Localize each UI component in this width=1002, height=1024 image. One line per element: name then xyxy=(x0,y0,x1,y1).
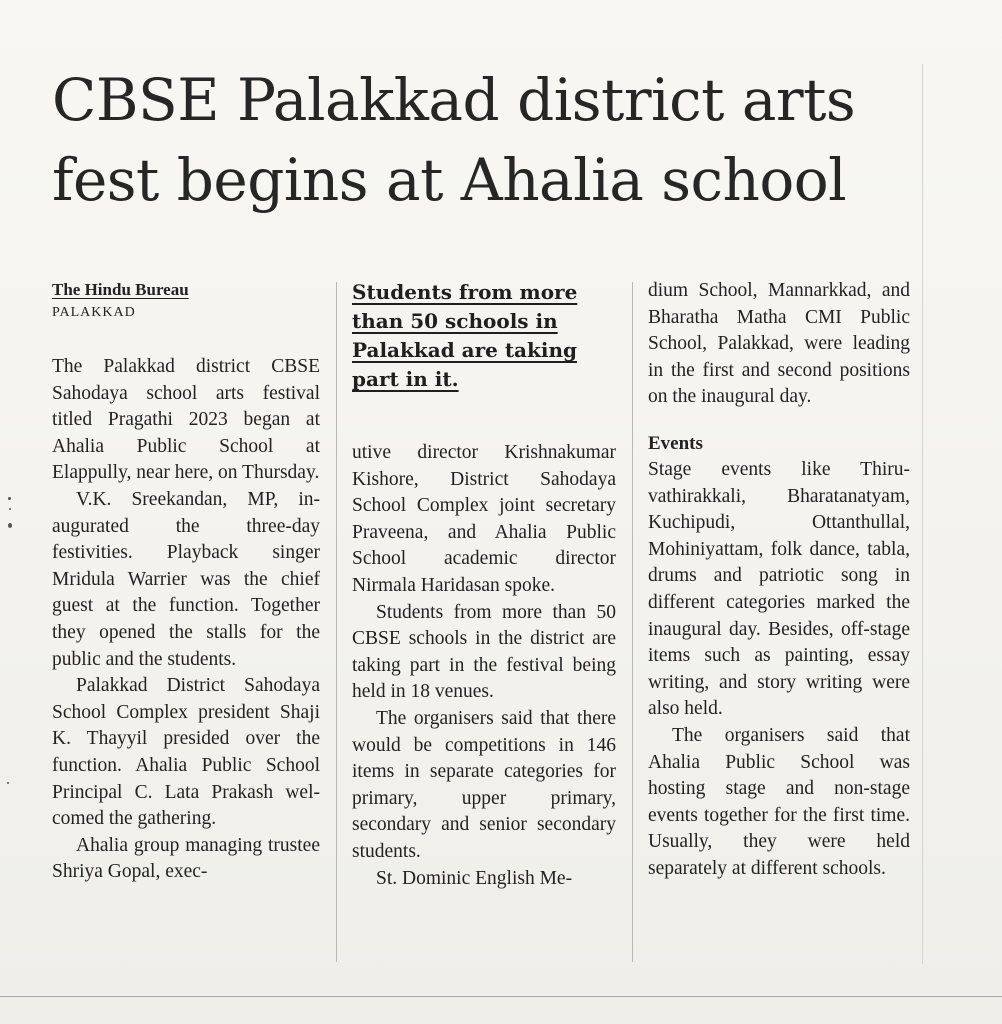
headline xyxy=(52,60,932,220)
paragraph: Ahalia group managing trustee Shriya Gopal, exec- xyxy=(52,834,320,883)
headline-line-1: CBSE Palakkad district arts xyxy=(52,66,856,134)
article-column-1 xyxy=(52,278,320,886)
byline: The Hindu Bureau xyxy=(52,280,189,299)
paragraph: The organisers said that Ahalia Public School was hosting stage and non-stage events together for the first time. Usually, they were held separately at different schools. xyxy=(648,724,910,879)
paragraph: Students from more than 50 CBSE schools in the district are taking part in the festival being held in 18 venues. xyxy=(352,601,616,703)
ink-speck xyxy=(8,497,11,500)
headline-line-2: fest begins at Ahalia school xyxy=(52,146,847,214)
paragraph: St. Dominic English Me- xyxy=(376,867,573,889)
ink-speck xyxy=(7,782,9,784)
pull-quote: Students from more than 50 schools in Palakkad are taking part in it. xyxy=(352,280,578,391)
ink-speck xyxy=(8,523,12,528)
events-subhead: Events xyxy=(648,432,703,454)
article-column-2 xyxy=(352,278,616,892)
paragraph: Stage events like Thiruvathirakkali, Bharatanatyam, Kuchipudi, Ottanthullal, Mohiniyattam, folk dance, tabla, drums and patriotic song in different categories marked the inaugural day. Besides, off-stage items such as painting, essay writing, and story writing were also held. xyxy=(648,458,910,720)
article-column-3 xyxy=(648,278,910,882)
ink-speck xyxy=(9,508,11,510)
paragraph: utive director Krishnakumar Kishore, District Sahodaya School Complex joint secretary Praveena, and Ahalia Public School academic director Nirmala Haridasan spoke. xyxy=(352,442,616,596)
paragraph: dium School, Mannarkkad, and Bharatha Matha CMI Public School, Palakkad, were leading in the first and second positions on the inaugural day. xyxy=(648,280,910,408)
paragraph: Palakkad District Sahodaya School Complex president Shaji K. Thayyil presided over the function. Ahalia Public School Principal C. Lata Prakash welcomed the gathering. xyxy=(52,675,320,830)
dateline: PALAKKAD xyxy=(52,305,136,320)
paragraph: V.K. Sreekandan, MP, inaugurated the three-day festivities. Playback singer Mridula Warrier was the chief guest at the function. Together they opened the stalls for the public and the students. xyxy=(52,488,320,670)
paragraph: The Palakkad district CBSE Sahodaya school arts festival titled Pragathi 2023 began at Ahalia Public School at Elappully, near here, on Thursday. xyxy=(52,356,320,484)
column-rule-2 xyxy=(632,282,633,962)
column-rule-1 xyxy=(336,282,337,962)
fold-line xyxy=(0,996,1002,997)
paragraph: The organisers said that there would be competitions in 146 items in separate categories for primary, upper primary, secondary and senior secondary students. xyxy=(352,707,616,862)
clipping-edge xyxy=(922,64,923,964)
